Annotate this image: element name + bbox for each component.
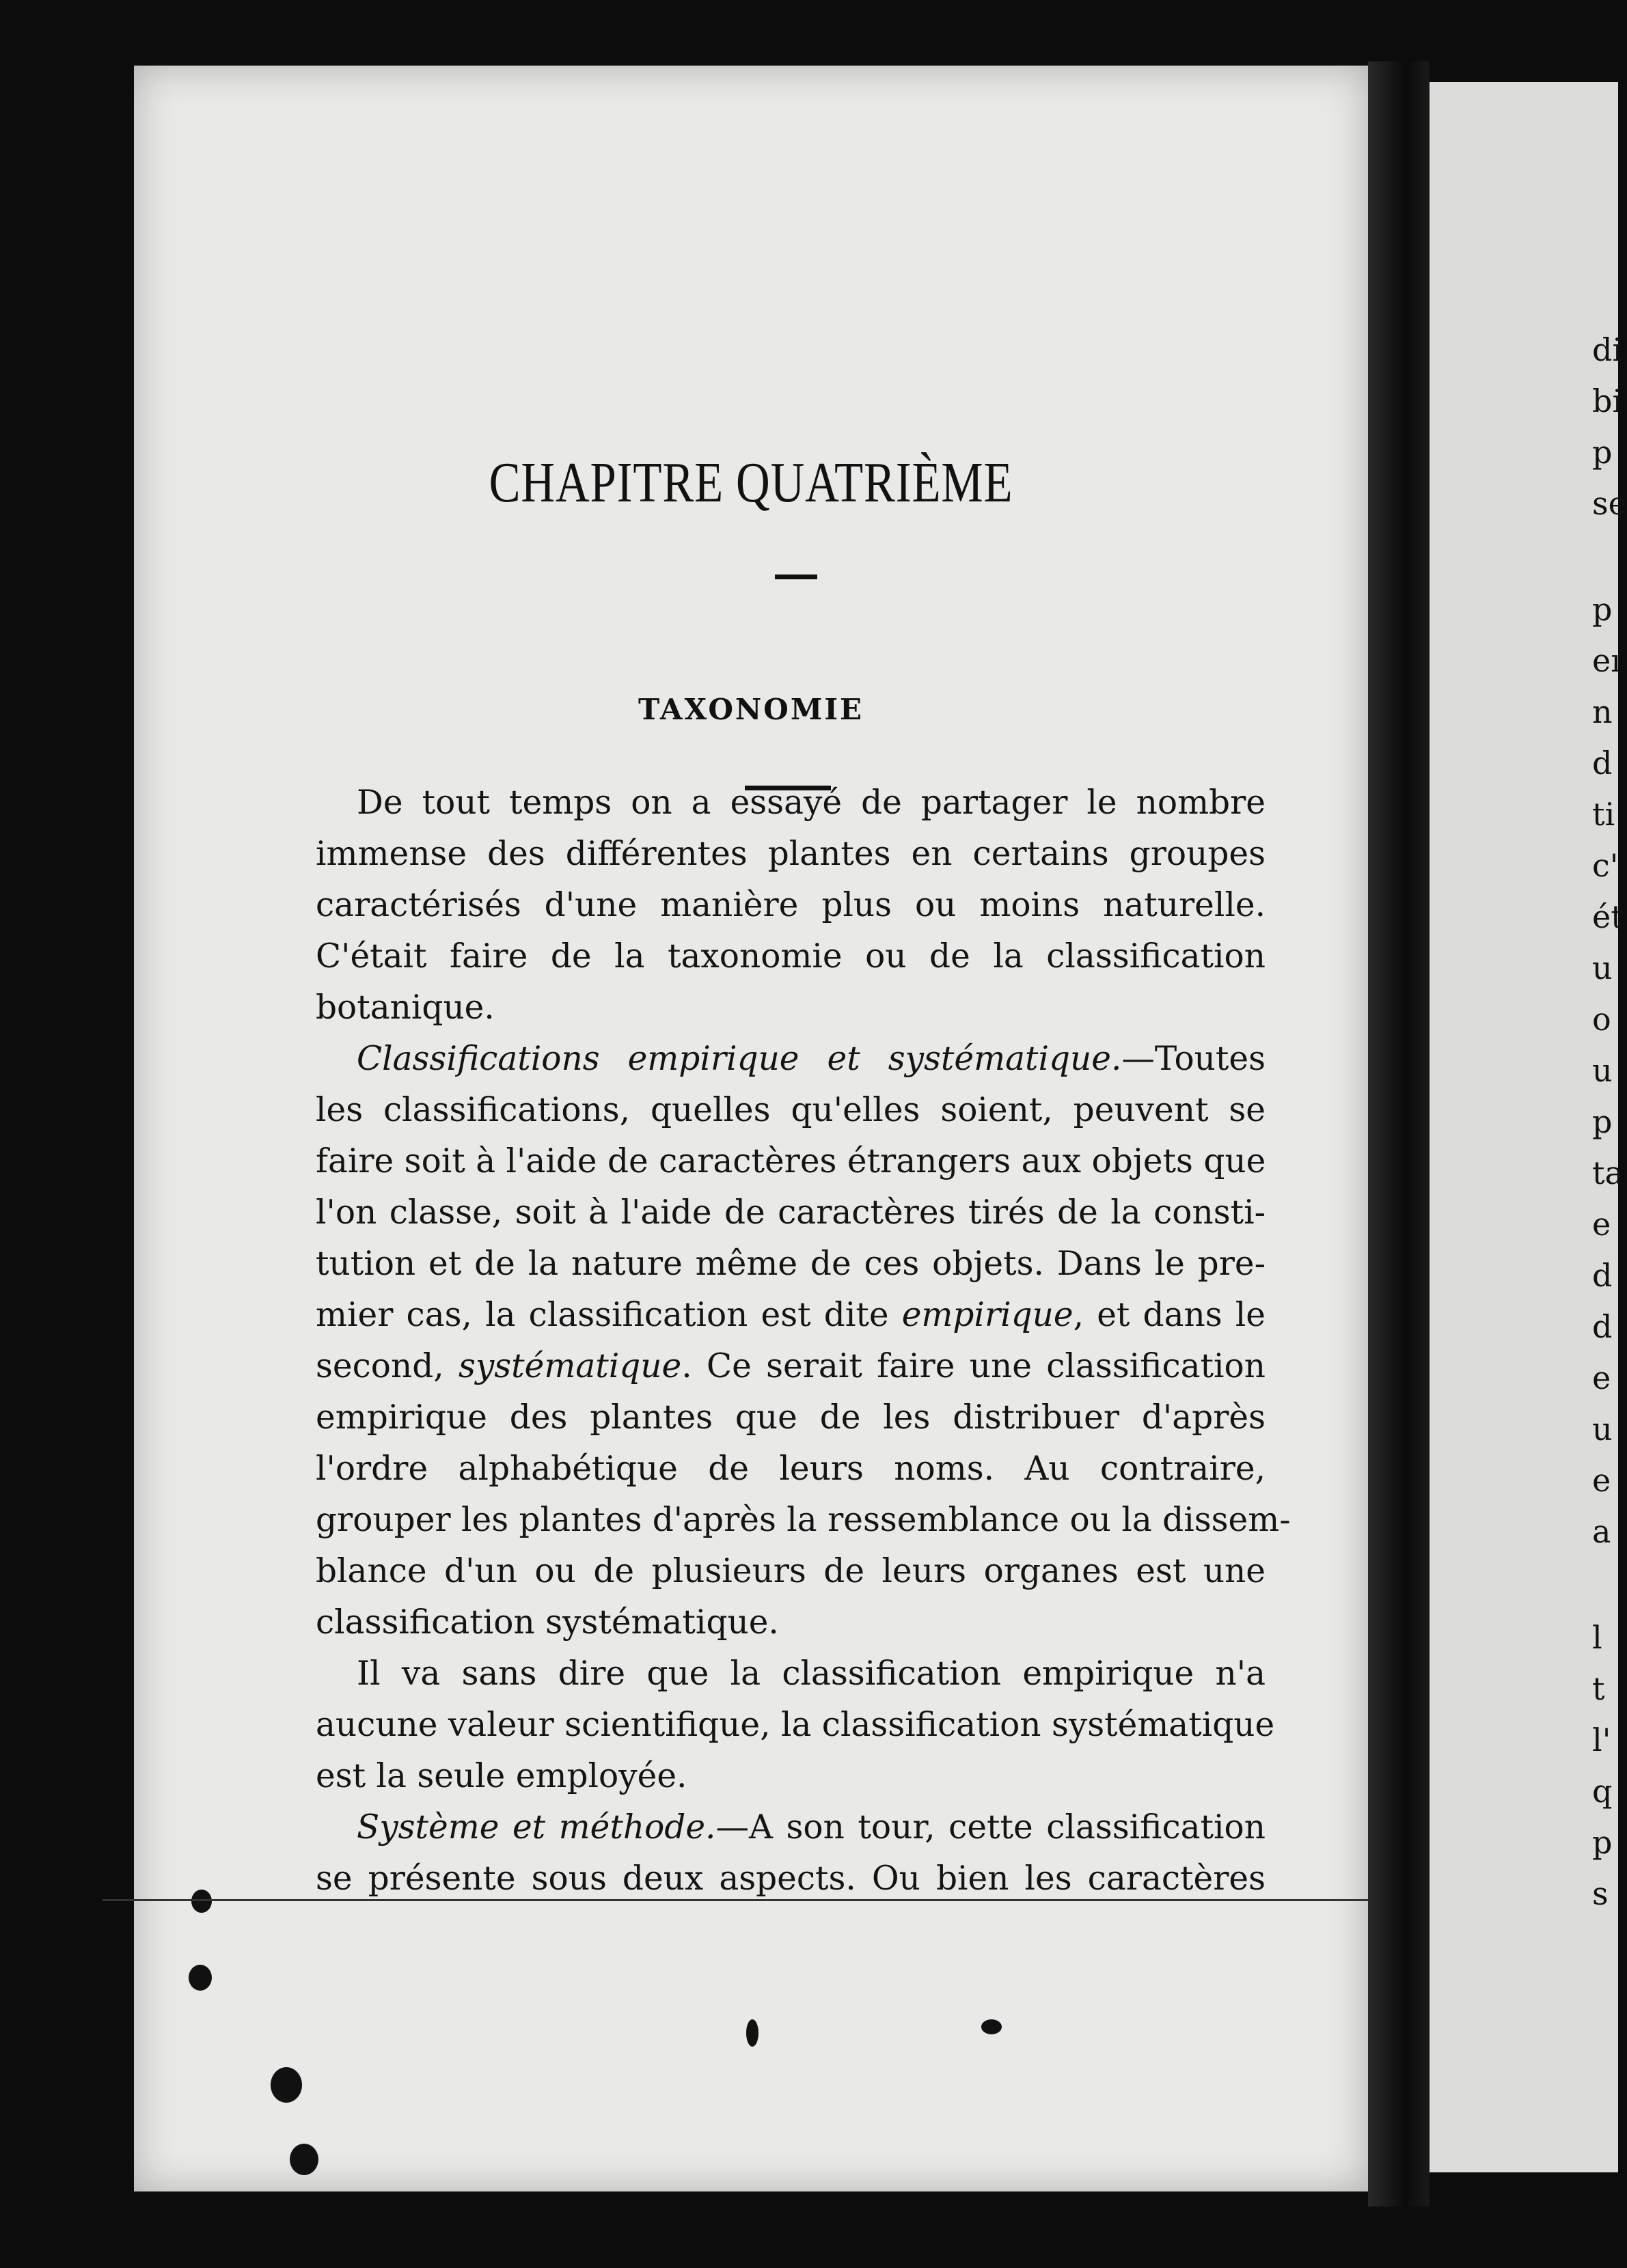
- facing-fragment: c': [1592, 847, 1619, 884]
- facing-fragment: di: [1592, 331, 1623, 368]
- text-line: C'était faire de la taxonomie ou de la classification: [316, 937, 1266, 976]
- title-divider-short: [775, 575, 817, 579]
- facing-fragment: p: [1592, 591, 1613, 628]
- body-text: [316, 777, 1291, 1905]
- facing-fragment: u: [1592, 1052, 1613, 1089]
- text-line: botanique.: [316, 988, 495, 1027]
- text-line: les classifications, quelles qu'elles soient, peuvent se: [316, 1091, 1266, 1129]
- facing-fragment: p: [1592, 434, 1613, 471]
- text-line: caractérisés d'une manière plus ou moins naturelle.: [316, 886, 1266, 924]
- text-line: se présente sous deux aspects. Ou bien les caractères: [316, 1859, 1266, 1898]
- facing-fragment: bi: [1592, 383, 1623, 419]
- italic-heading: Système et méthode.: [357, 1808, 716, 1847]
- facing-fragment: o: [1592, 1001, 1611, 1038]
- facing-fragment: p: [1592, 1103, 1613, 1140]
- facing-fragment: ét: [1592, 898, 1624, 935]
- facing-fragment: se: [1592, 485, 1627, 522]
- text-line: second, systématique. Ce serait faire une classification: [316, 1347, 1266, 1385]
- book-gutter: [1368, 61, 1430, 2207]
- ink-spot: [189, 1965, 212, 1991]
- facing-fragment: t: [1592, 1670, 1605, 1707]
- facing-page: [1430, 82, 1627, 2172]
- text-line: mier cas, la classification est dite empirique, et dans le: [316, 1296, 1266, 1334]
- facing-fragment: s: [1592, 1875, 1609, 1912]
- facing-fragment: u: [1592, 950, 1613, 986]
- text-line: aucune valeur scientifique, la classification systématique: [316, 1706, 1275, 1744]
- facing-fragment: n: [1592, 693, 1613, 730]
- italic-term: empirique: [901, 1296, 1074, 1334]
- facing-fragment: u: [1592, 1411, 1613, 1448]
- text-line: empirique des plantes que de les distribuer d'après: [316, 1398, 1266, 1437]
- italic-term: systématique: [458, 1347, 682, 1385]
- facing-fragment: eı: [1592, 642, 1621, 679]
- scan-artifact-line: [102, 1899, 1373, 1901]
- text-line: grouper les plantes d'après la ressemblance ou la dissem-: [316, 1501, 1291, 1539]
- ink-spot: [290, 2144, 318, 2175]
- facing-fragment: d: [1592, 745, 1613, 782]
- text-line: De tout temps on a essayé de partager le nombre: [357, 784, 1266, 822]
- section-title: TAXONOMIE: [638, 693, 864, 726]
- facing-fragment: p: [1592, 1824, 1613, 1861]
- text-line: est la seule employée.: [316, 1757, 687, 1795]
- text-line: classification systématique.: [316, 1603, 779, 1642]
- facing-fragment: d: [1592, 1257, 1613, 1294]
- text-line: faire soit à l'aide de caractères étrangers aux objets que: [316, 1142, 1266, 1180]
- facing-fragment: e: [1592, 1206, 1611, 1243]
- text-line: blance d'un ou de plusieurs de leurs organes est une: [316, 1552, 1266, 1590]
- ink-spot: [746, 2019, 758, 2047]
- text-line: Classifications empirique et systématique.—Toutes: [357, 1040, 1266, 1078]
- facing-fragment: l': [1592, 1721, 1611, 1758]
- ink-spot: [191, 1890, 212, 1913]
- facing-fragment: d: [1592, 1308, 1613, 1345]
- ink-spot: [981, 2019, 1002, 2034]
- italic-heading: Classifications empirique et systématique.: [357, 1040, 1122, 1078]
- facing-fragment: ta: [1592, 1154, 1624, 1191]
- text-line: l'on classe, soit à l'aide de caractères tirés de la consti-: [316, 1193, 1266, 1232]
- text-line: Il va sans dire que la classification empirique n'a: [357, 1655, 1266, 1693]
- text-line: tution et de la nature même de ces objets. Dans le pre-: [316, 1245, 1266, 1283]
- chapter-title: CHAPITRE QUATRIÈME: [489, 451, 1013, 514]
- facing-fragment: e: [1592, 1359, 1611, 1396]
- facing-fragment: a: [1592, 1513, 1611, 1550]
- ink-spot: [271, 2067, 302, 2103]
- facing-fragment: ti: [1592, 796, 1615, 833]
- text-line: l'ordre alphabétique de leurs noms. Au contraire,: [316, 1450, 1266, 1488]
- facing-fragment: q: [1592, 1773, 1613, 1810]
- text-line: immense des différentes plantes en certains groupes: [316, 835, 1266, 873]
- facing-fragment: l: [1592, 1619, 1602, 1656]
- text-line: Système et méthode.—A son tour, cette classification: [357, 1808, 1266, 1847]
- facing-fragment: e: [1592, 1462, 1611, 1499]
